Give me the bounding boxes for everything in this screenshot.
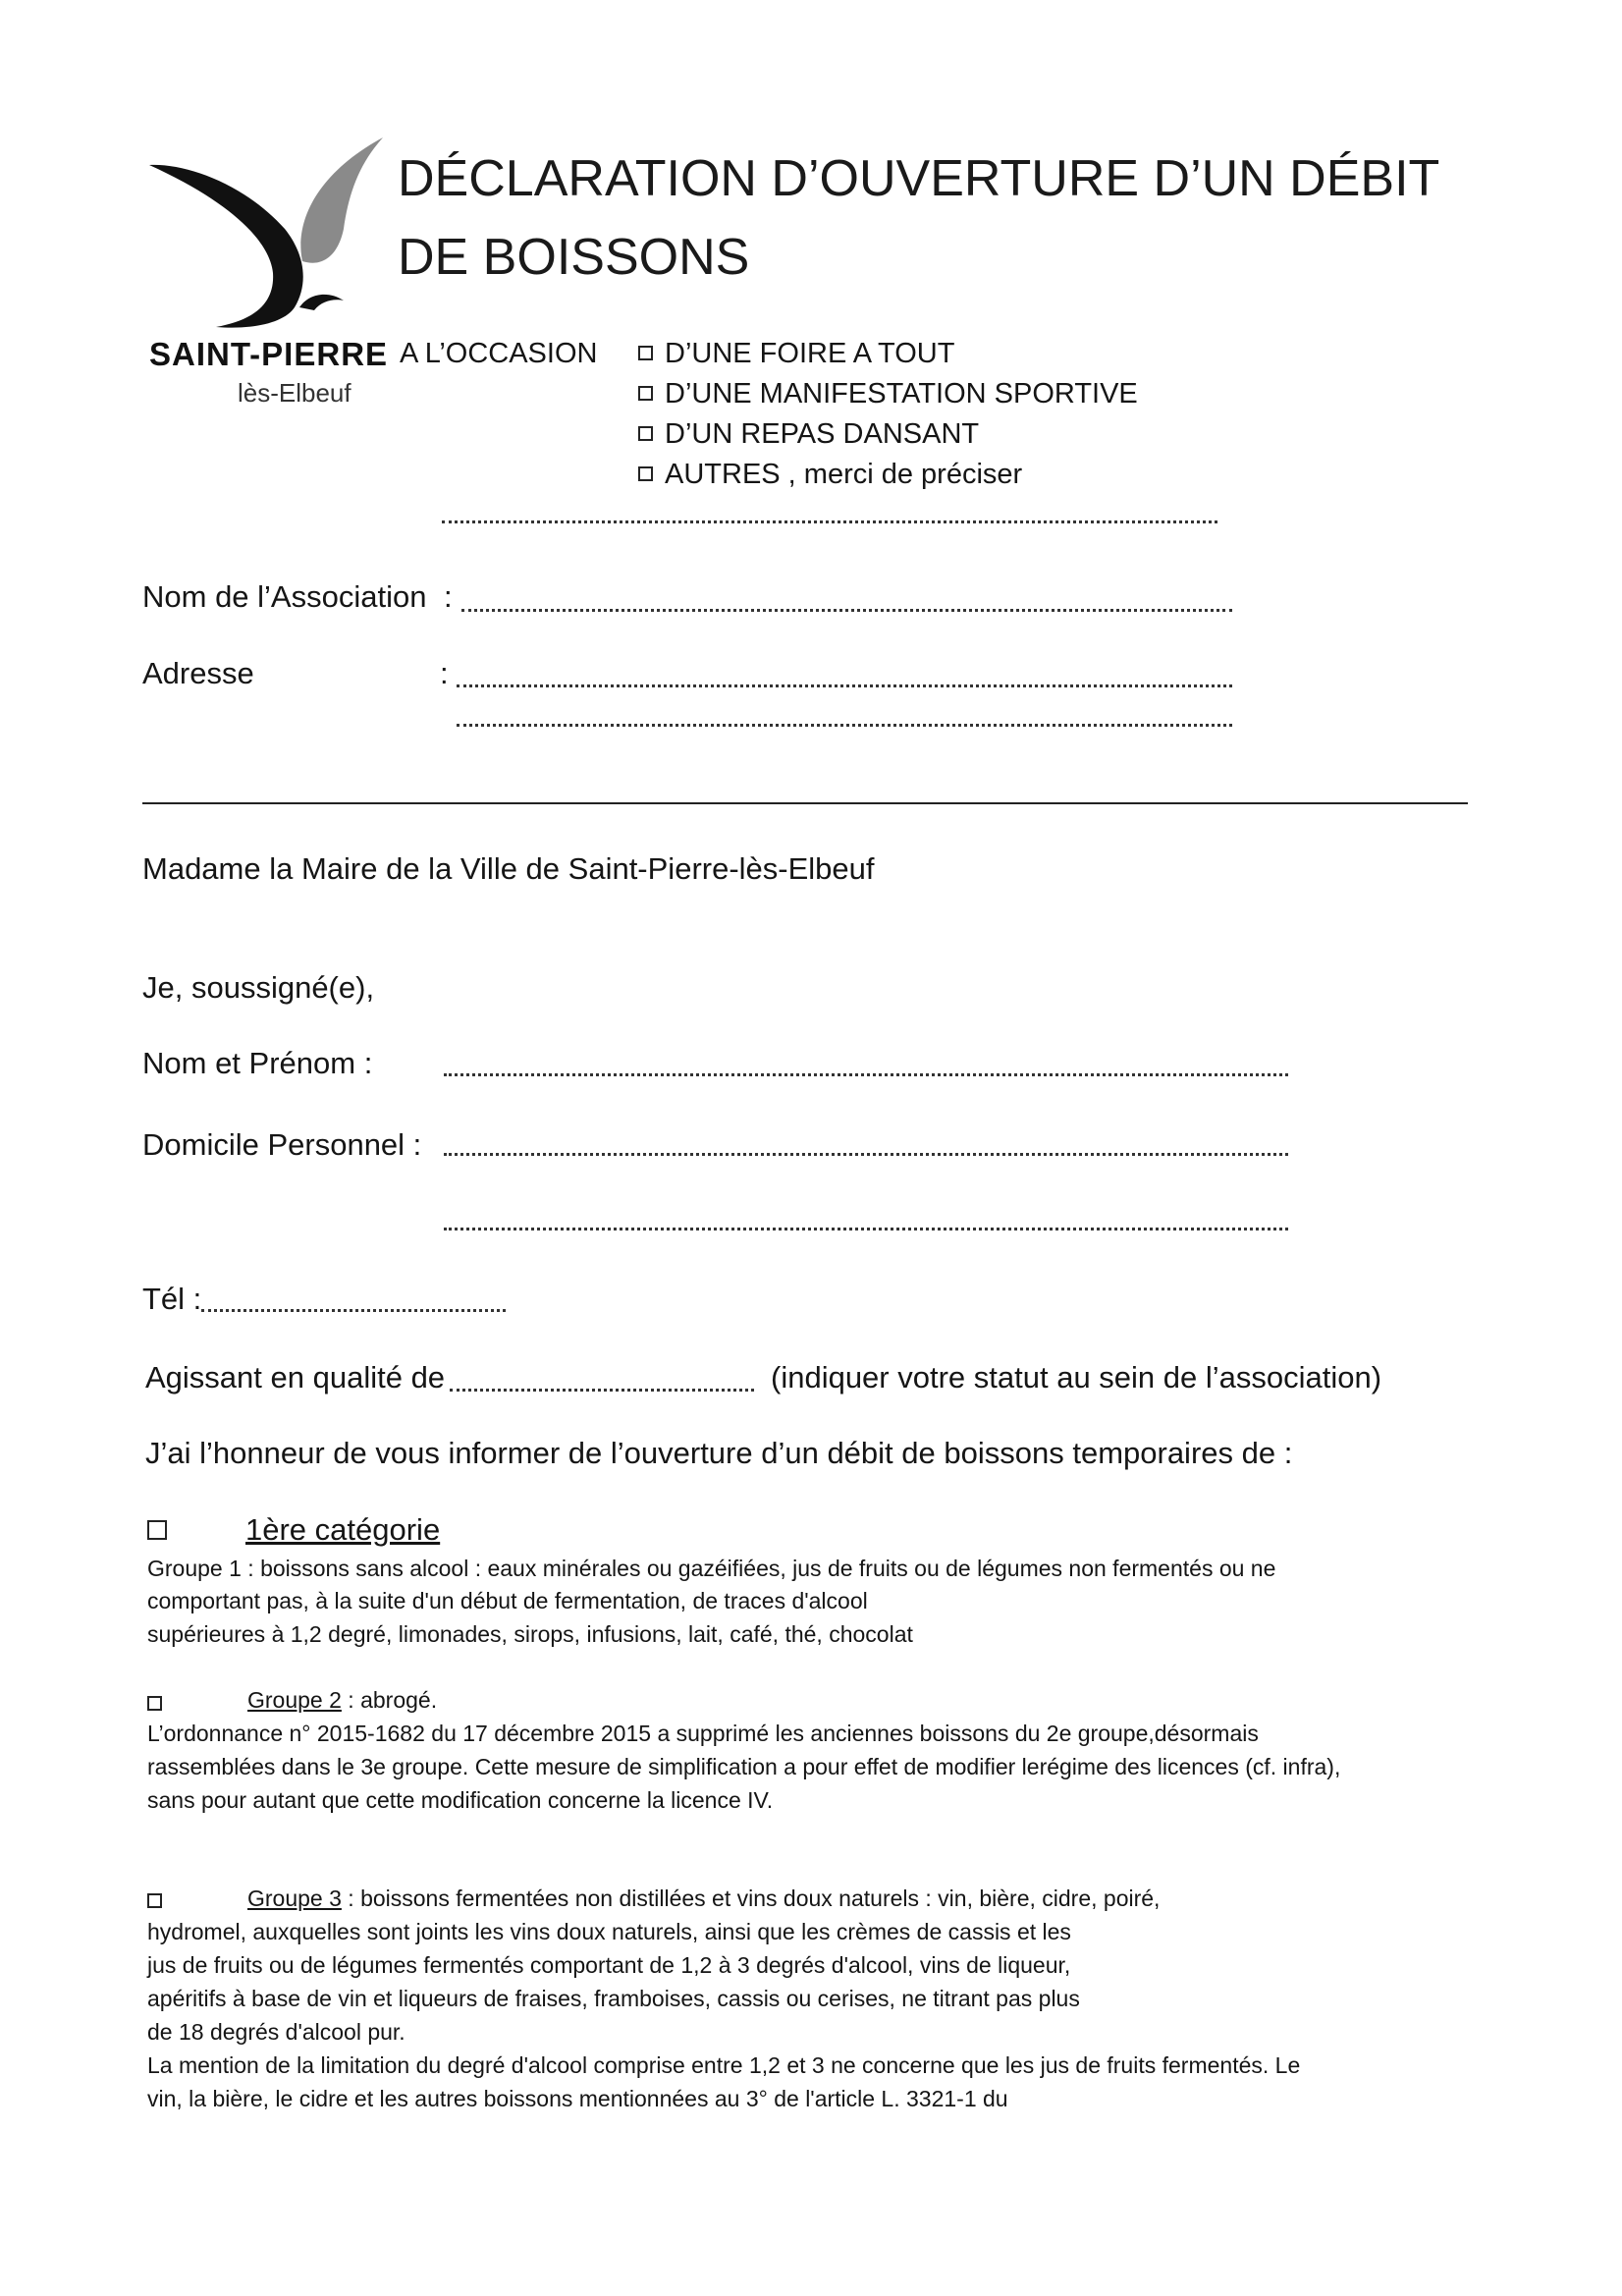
option-label: D’UNE FOIRE A TOUT [665, 338, 955, 369]
g3-line-5: La mention de la limitation du degré d'alcool comprise entre 1,2 et 3 ne concerne que les jus de fruits fermentés. Le [147, 2052, 1301, 2078]
recipient-line: Madame la Maire de la Ville de Saint-Pierre-lès-Elbeuf [142, 851, 875, 886]
checkbox[interactable] [638, 386, 653, 401]
g3-checkbox-wrap[interactable] [147, 1893, 174, 1915]
association-fill-line[interactable] [461, 609, 1232, 612]
tel-label: Tél : [142, 1282, 202, 1316]
association-label: Nom de l’Association [142, 579, 427, 614]
qualite-hint: (indiquer votre statut au sein de l’association) [771, 1360, 1382, 1394]
brand-subtitle: lès-Elbeuf [238, 378, 351, 408]
occasion-label: A L’OCCASION [400, 338, 598, 369]
option-label: AUTRES , merci de préciser [665, 459, 1023, 490]
option-label: D’UNE MANIFESTATION SPORTIVE [665, 378, 1138, 410]
association-colon: : [444, 579, 453, 614]
qualite-fill-line[interactable] [450, 1389, 754, 1392]
qualite-label: Agissant en qualité de [145, 1360, 446, 1394]
logo-wing-shape [300, 137, 383, 263]
cat1-checkbox-wrap[interactable] [147, 1520, 179, 1545]
option-label: D’UN REPAS DANSANT [665, 418, 980, 450]
option-autres[interactable] [638, 459, 1022, 491]
domicile-fill-line-1[interactable] [444, 1153, 1288, 1156]
saint-pierre-logo [147, 136, 403, 332]
g3-line-3: apéritifs à base de vin et liqueurs de fraises, framboises, cassis ou cerises, ne titrant pas plus [147, 1986, 1080, 2011]
nom-prenom-label: Nom et Prénom : [142, 1046, 373, 1080]
g3-heading [247, 1886, 1160, 1912]
domicile-fill-line-2[interactable] [444, 1228, 1288, 1230]
adresse-colon: : [440, 656, 449, 690]
section-divider [142, 802, 1468, 804]
form-title-line1: DÉCLARATION D’OUVERTURE D’UN DÉBIT [398, 150, 1440, 207]
g3-line-1: hydromel, auxquelles sont joints les vins doux naturels, ainsi que les crèmes de cassis et les [147, 1919, 1071, 1944]
tel-fill-line[interactable] [201, 1309, 506, 1312]
g2-suffix: : abrogé. [341, 1687, 438, 1713]
intro-line: J’ai l’honneur de vous informer de l’ouverture d’un débit de boissons temporaires de : [145, 1436, 1293, 1470]
g2-heading [247, 1687, 437, 1714]
g3-line-2: jus de fruits ou de légumes fermentés comportant de 1,2 à 3 degrés d'alcool, vins de liqueur, [147, 1952, 1071, 1978]
g2-line-1: L’ordonnance n° 2015-1682 du 17 décembre 2015 a supprimé les anciennes boissons du 2e groupe,désormais [147, 1721, 1259, 1746]
logo-wave-shape [299, 295, 344, 310]
adresse-fill-line-1[interactable] [457, 684, 1232, 687]
adresse-fill-line-2[interactable] [457, 724, 1232, 727]
form-title-line2: DE BOISSONS [398, 229, 750, 286]
autres-fill-line[interactable] [442, 520, 1217, 523]
g2-line-3: sans pour autant que cette modification concerne la licence IV. [147, 1787, 774, 1813]
checkbox[interactable] [638, 346, 653, 360]
g3-line-6: vin, la bière, le cidre et les autres boissons mentionnées au 3° de l'article L. 3321-1 du [147, 2086, 1008, 2111]
g1-line-2: comportant pas, à la suite d'un début de fermentation, de traces d'alcool [147, 1588, 868, 1613]
g1-line-1: Groupe 1 : boissons sans alcool : eaux minérales ou gazéifiées, jus de fruits ou de légumes non fermentés ou ne [147, 1556, 1276, 1581]
g1-line-3: supérieures à 1,2 degré, limonades, sirops, infusions, lait, café, thé, chocolat [147, 1621, 913, 1647]
cat1-title: 1ère catégorie [245, 1512, 441, 1547]
checkbox[interactable] [147, 1696, 162, 1711]
option-repas[interactable] [638, 418, 979, 451]
soussigne-line: Je, soussigné(e), [142, 970, 375, 1005]
nom-prenom-fill-line[interactable] [444, 1073, 1288, 1076]
checkbox[interactable] [638, 426, 653, 441]
option-manifestation[interactable] [638, 378, 1138, 410]
checkbox[interactable] [147, 1520, 167, 1540]
logo-swoosh-shape [149, 165, 303, 328]
g2-checkbox-wrap[interactable] [147, 1696, 174, 1718]
checkbox[interactable] [638, 466, 653, 481]
checkbox[interactable] [147, 1893, 162, 1908]
g3-suffix: : boissons fermentées non distillées et vins doux naturels : vin, bière, cidre, poiré, [341, 1886, 1161, 1911]
brand-name: SAINT-PIERRE [149, 336, 389, 372]
g3-title: Groupe 3 [247, 1886, 342, 1911]
option-foire[interactable] [638, 338, 954, 370]
g3-line-4: de 18 degrés d'alcool pur. [147, 2019, 406, 2045]
g2-line-2: rassemblées dans le 3e groupe. Cette mesure de simplification a pour effet de modifier lerégime des licences (cf. infra), [147, 1754, 1341, 1779]
adresse-label: Adresse [142, 656, 254, 690]
domicile-label: Domicile Personnel : [142, 1127, 422, 1162]
g2-title: Groupe 2 [247, 1687, 342, 1713]
